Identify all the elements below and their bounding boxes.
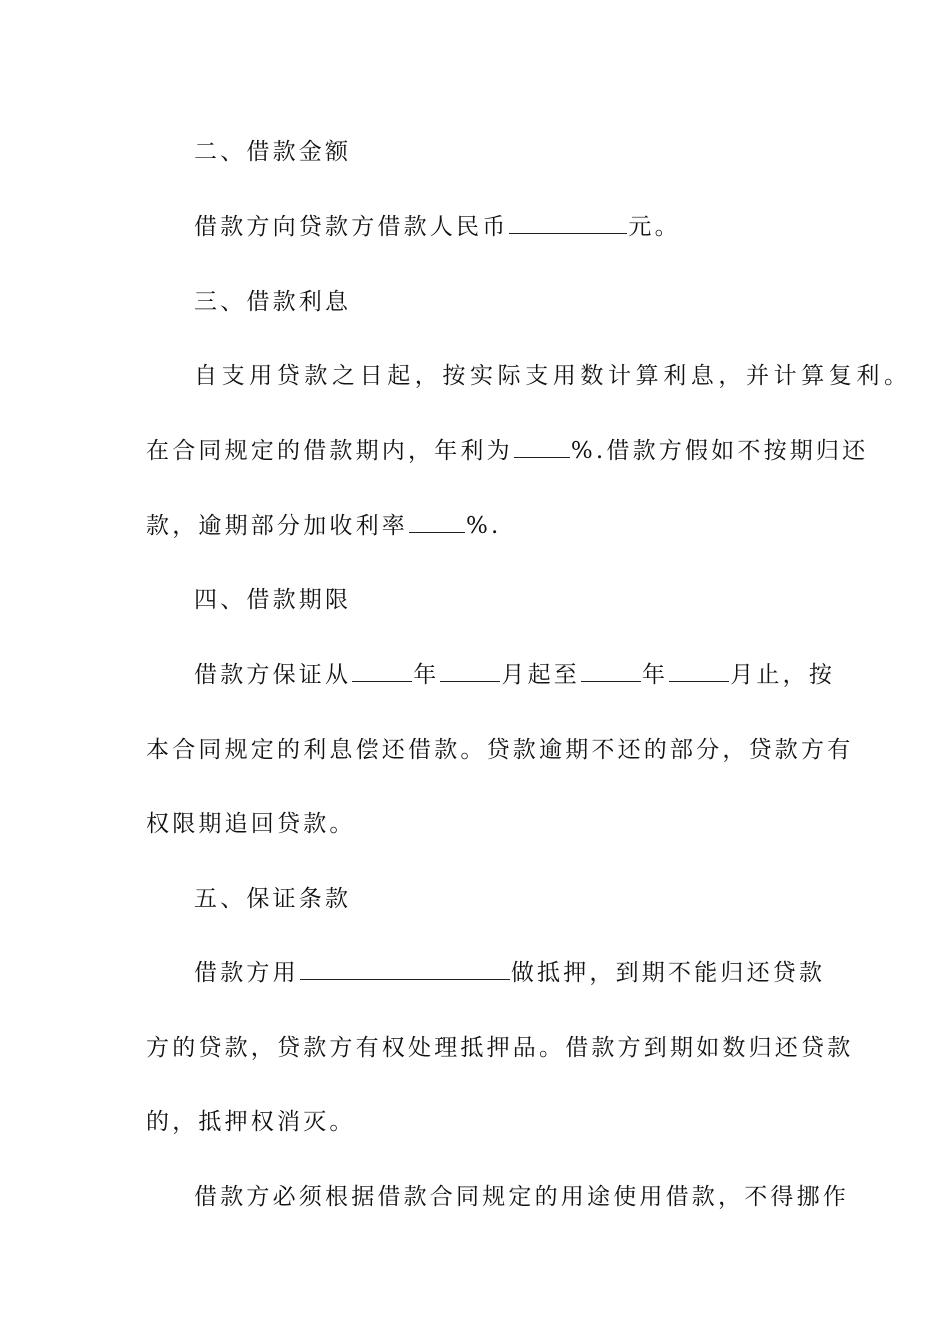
section-heading-term: 四、借款期限 (194, 587, 352, 613)
annual-rate-blank (514, 437, 570, 458)
paragraph-interest-line-2: 在合同规定的借款期内，年利为 %.借款方假如不按期归还 (146, 438, 869, 464)
paragraph-interest-line-1: 自支用贷款之日起，按实际支用数计算利息，并计算复利。 (194, 363, 912, 389)
paragraph-guarantee-line-1: 借款方用 做抵押，到期不能归还贷款 (194, 960, 826, 986)
start-month-blank (440, 661, 500, 682)
section-heading-interest: 三、借款利息 (194, 289, 352, 315)
amount-blank (509, 213, 627, 234)
paragraph-guarantee-line-3: 的，抵押权消灭。 (146, 1109, 356, 1135)
section-heading-loan-amount: 二、借款金额 (194, 139, 352, 165)
paragraph-usage-line-1: 借款方必须根据借款合同规定的用途使用借款，不得挪作 (194, 1184, 849, 1210)
section-heading-guarantee: 五、保证条款 (194, 886, 352, 912)
paragraph-term-line-1: 借款方保证从 年 月起至 年 月止，按 (194, 662, 836, 688)
start-year-blank (352, 661, 412, 682)
paragraph-guarantee-line-2: 方的贷款，贷款方有权处理抵押品。借款方到期如数归还贷款 (146, 1035, 854, 1061)
overdue-rate-blank (409, 512, 465, 533)
end-month-blank (669, 661, 729, 682)
paragraph-term-line-3: 权限期追回贷款。 (146, 811, 356, 837)
paragraph-loan-amount: 借款方向贷款方借款人民币 元。 (194, 214, 681, 240)
collateral-blank (300, 959, 510, 980)
end-year-blank (581, 661, 641, 682)
paragraph-term-line-2: 本合同规定的利息偿还借款。贷款逾期不还的部分，贷款方有 (146, 737, 854, 763)
paragraph-interest-line-3: 款，逾期部分加收利率 %. (146, 513, 502, 539)
